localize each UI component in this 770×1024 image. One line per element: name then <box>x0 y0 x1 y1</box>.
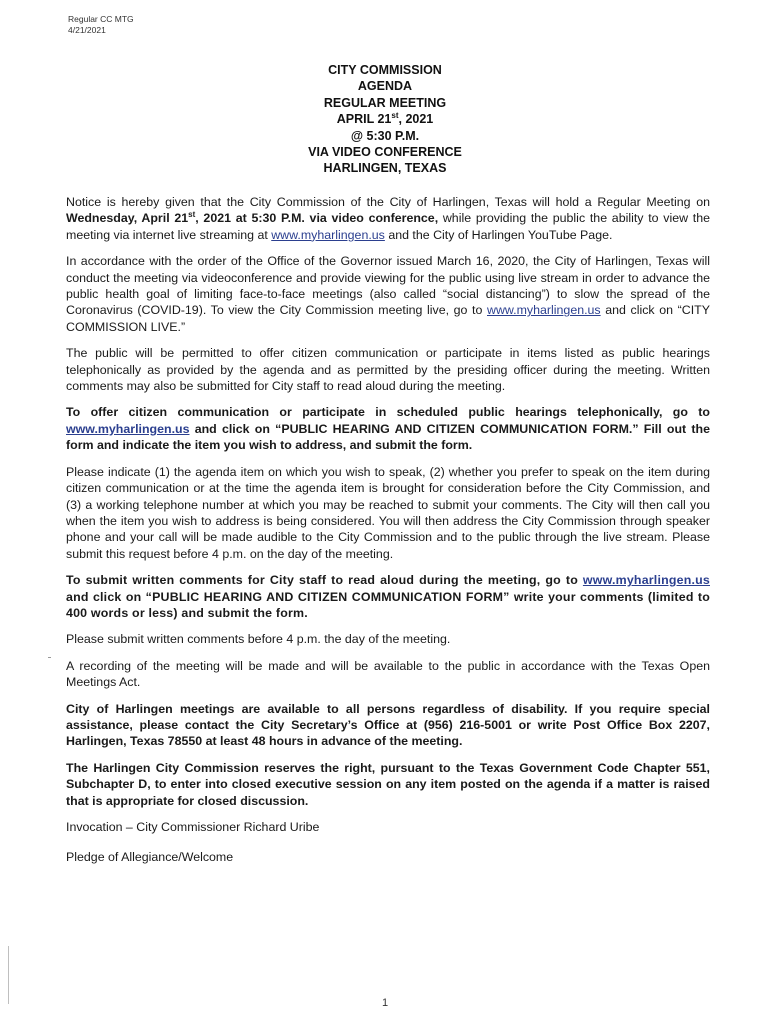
heading-venue: VIA VIDEO CONFERENCE <box>308 145 462 160</box>
notice-bold-date <box>66 211 438 225</box>
notice-text-3: and the City of Harlingen YouTube Page. <box>384 227 613 242</box>
governor-text-2: and click on “CITY COMMISSION LIVE.” <box>66 303 710 334</box>
meeting-stamp-line1: Regular CC MTG <box>68 14 134 24</box>
notice-paragraph <box>66 194 710 243</box>
written-text-2: and click on “PUBLIC HEARING AND CITIZEN COMMUNICATION FORM” write your comments (limited to 400 words or less) and submit the form. <box>66 589 710 620</box>
governor-text-1: In accordance with the order of the Office of the Governor issued March 16, 2020, the City of Harlingen, Texas will conduct the meeting via videoconference and provide viewing for the public using live stream in order to advance the public health goal of limiting face-to-face meetings (also called “social distancing”) to slow the spread of the Coronavirus (COVID-19). To view the City Commission meeting live, go to <box>66 254 710 318</box>
heading-location: HARLINGEN, TEXAS <box>323 161 447 176</box>
notice-text-1: Notice is hereby given that the City Commission of the City of Harlingen, Texas will hold a Regular Meeting on <box>66 195 710 209</box>
scan-margin-line <box>8 946 9 1004</box>
please-indicate-paragraph: Please indicate (1) the agenda item on which you wish to speak, (2) whether you prefer to speak on the item during citizen communication or at the time the agenda item is brought for consideration before the City Commission, and (3) a working telephone number at which you may be reached to submit your comments. The City will then call you when the item you wish to address is being considered. You will then address the City Commission through speaker phone and your call will be made audible to the City Commission and to the public through the live stream. Please submit this request before 4 p.m. on the day of the meeting. <box>66 464 710 561</box>
telephonic-text-2: and click on “PUBLIC HEARING AND CITIZEN COMMUNICATION FORM.” Fill out the form and indicate the item you wish to address, and submit the form. <box>66 421 710 453</box>
disability-paragraph: City of Harlingen meetings are available to all persons regardless of disability. If you require special assistance, please contact the City Secretary’s Office at (956) 216-5001 or write Post Office Box 2207, Harlingen, Texas 78550 at least 48 hours in advance of the meeting. <box>66 701 710 749</box>
written-text-1: To submit written comments for City staff to read aloud during the meeting, go to <box>66 573 583 588</box>
recording-paragraph: A recording of the meeting will be made and will be available to the public in accordance with the Texas Open Meetings Act. <box>66 658 710 690</box>
governor-paragraph <box>66 253 710 335</box>
meeting-stamp <box>68 14 134 36</box>
heading-line3: REGULAR MEETING <box>323 95 447 110</box>
pledge-line: Pledge of Allegiance/Welcome <box>66 850 234 865</box>
heading-line1: CITY COMMISSION <box>328 63 442 77</box>
heading-date-year: , 2021 <box>398 112 434 127</box>
agenda-body <box>66 194 710 876</box>
submit-before-paragraph: Please submit written comments before 4 p.m. the day of the meeting. <box>66 632 451 647</box>
written-comments-paragraph <box>66 572 710 621</box>
reserves-paragraph: The Harlingen City Commission reserves the right, pursuant to the Texas Government Code Chapter 551, Subchapter D, to enter into closed executive session on any item posted on the agenda if a matter is raised that is appropriate for closed discussion. <box>66 760 710 808</box>
notice-bold-sup: st <box>188 210 196 220</box>
website-link[interactable]: www.myharlingen.us <box>582 573 710 588</box>
website-link[interactable]: www.myharlingen.us <box>271 227 385 242</box>
invocation-line: Invocation – City Commissioner Richard Uribe <box>66 820 320 834</box>
scan-speck <box>48 657 51 658</box>
meeting-stamp-date: 4/21/2021 <box>68 25 106 35</box>
telephonic-paragraph <box>66 404 710 453</box>
notice-bold-2: , 2021 at 5:30 P.M. via video conference, <box>195 211 439 226</box>
heading-date-suffix: st <box>391 111 399 121</box>
heading-line2: AGENDA <box>357 79 413 94</box>
heading-time: @ 5:30 P.M. <box>350 128 420 143</box>
public-permitted-paragraph: The public will be permitted to offer citizen communication or participate in items listed as public hearings telephonically as provided by the agenda and as permitted by the presiding officer during the meeting. Written comments may also be submitted for City staff to read aloud during the meeting. <box>66 346 710 394</box>
agenda-heading <box>0 62 770 177</box>
telephonic-text-1: To offer citizen communication or participate in scheduled public hearings telephonically, go to <box>66 405 710 420</box>
heading-date-main: APRIL 21 <box>336 112 392 127</box>
website-link[interactable]: www.myharlingen.us <box>66 421 190 436</box>
heading-date <box>0 111 770 127</box>
website-link[interactable]: www.myharlingen.us <box>487 303 601 318</box>
notice-bold-1: Wednesday, April 21 <box>66 211 189 226</box>
notice-text-2: while providing the public the ability to view the meeting via internet live streaming at <box>66 211 710 242</box>
page-number: 1 <box>381 997 389 1009</box>
